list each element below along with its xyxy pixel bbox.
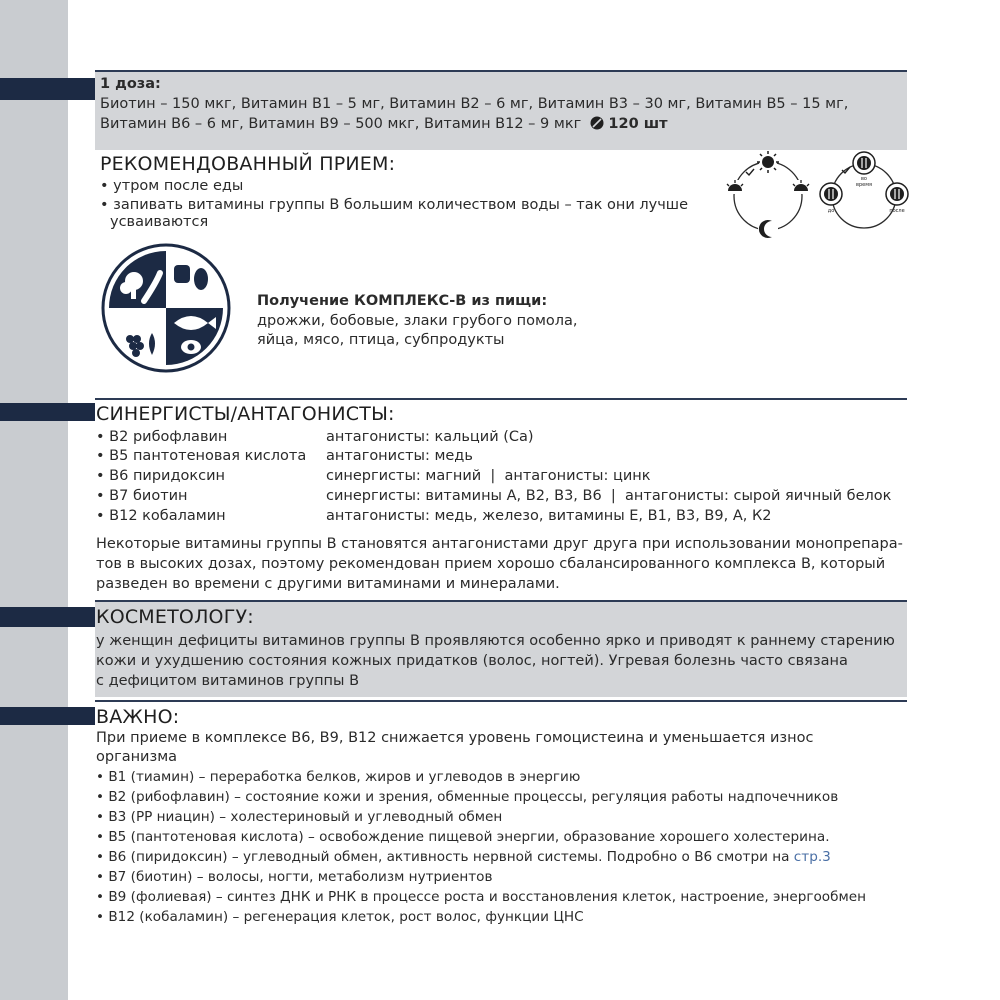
dose-line-2: [100, 115, 668, 136]
syn-note-line-2: тов в высоких дозах, поэтому рекомендован прием хорошо сбалансированного комплекса В, который: [96, 556, 886, 572]
left-margin-strip: [0, 0, 68, 1000]
food-line-1: дрожжи, бобовые, злаки грубого помола,: [257, 313, 578, 329]
recommended-heading: РЕКОМЕНДОВАННЫЙ ПРИЕМ:: [100, 153, 396, 175]
important-top-rule: [95, 700, 907, 702]
important-item-4: • В5 (пантотеновая кислота) – освобождение пищевой энергии, образование хорошего холестерина.: [96, 829, 830, 845]
meal-after-label: после: [889, 208, 905, 214]
cosmetologist-line-2: кожи и ухудшению состояния кожных придатков (волос, ногтей). Угревая болезнь часто связана: [96, 653, 848, 669]
syn-row-4-name-text: В7 биотин: [109, 488, 188, 504]
synergists-top-rule: [95, 398, 907, 400]
recommended-bullet-1: • утром после еды: [100, 178, 244, 194]
synergists-heading: СИНЕРГИСТЫ/АНТАГОНИСТЫ:: [96, 403, 395, 425]
important-item-8: • В12 (кобаламин) – регенерация клеток, рост волос, функции ЦНС: [96, 909, 584, 925]
important-intro-line-1: При приеме в комплексе В6, В9, В12 снижается уровень гомоцистеина и уменьшается износ: [96, 730, 814, 746]
syn-row-4-info: синергисты: витамины А, В2, В3, В6 | антагонисты: сырой яичный белок: [326, 488, 892, 504]
meal-before-label: до: [827, 208, 835, 214]
cosmetologist-line-3: с дефицитом витаминов группы В: [96, 673, 360, 689]
important-heading: ВАЖНО:: [96, 706, 180, 728]
syn-row-3-name-text: В6 пиридоксин: [109, 468, 226, 484]
dose-navy-marker: [0, 78, 95, 100]
dose-line-2-text: Витамин В6 – 6 мг, Витамин В9 – 500 мкг, Витамин В12 – 9 мкг: [100, 116, 582, 132]
cosmetologist-navy-marker: [0, 607, 95, 627]
syn-row-1-info: антагонисты: кальций (Са): [326, 429, 534, 445]
important-item-3-text: В3 (РР ниацин) – холестериновый и углеводный обмен: [108, 809, 503, 825]
syn-row-5-name: • В12 кобаламин: [96, 508, 226, 524]
important-item-2: • В2 (рибофлавин) – состояние кожи и зрения, обменные процессы, регуляция работы надпочечников: [96, 789, 839, 805]
important-item-2-text: В2 (рибофлавин) – состояние кожи и зрения, обменные процессы, регуляция работы надпочечников: [108, 789, 839, 805]
important-intro-line-2: организма: [96, 749, 178, 765]
meal-during-label-1: во: [860, 176, 868, 182]
important-item-7-text: В9 (фолиевая) – синтез ДНК и РНК в процессе роста и восстановления клеток, настроение, энергообмен: [108, 889, 866, 905]
recommended-bullet-1-text: утром после еды: [113, 178, 244, 194]
cosmetologist-top-rule: [95, 600, 907, 602]
meal-during-label-2: время: [856, 182, 872, 188]
food-line-2: яйца, мясо, птица, субпродукты: [257, 332, 505, 348]
important-item-4-text: В5 (пантотеновая кислота) – освобождение пищевой энергии, образование хорошего холестерина.: [108, 829, 830, 845]
syn-row-1-name: • В2 рибофлавин: [96, 429, 228, 445]
recommended-bullet-2-cont: усваиваются: [110, 214, 209, 230]
important-item-3: • В3 (РР ниацин) – холестериновый и углеводный обмен: [96, 809, 503, 825]
food-groups-icon: [96, 243, 236, 377]
syn-row-1-name-text: В2 рибофлавин: [109, 429, 228, 445]
cosmetologist-line-1: у женщин дефициты витаминов группы В проявляются особенно ярко и приводят к раннему старению: [96, 633, 895, 649]
capsule-icon: [590, 116, 604, 136]
syn-row-3-name: • В6 пиридоксин: [96, 468, 226, 484]
recommended-bullet-2-text: запивать витамины группы В большим количеством воды – так они лучше: [113, 197, 688, 213]
syn-row-5-name-text: В12 кобаламин: [109, 508, 226, 524]
syn-row-3-info: синергисты: магний | антагонисты: цинк: [326, 468, 651, 484]
syn-row-4-name: • В7 биотин: [96, 488, 188, 504]
important-item-1-text: В1 (тиамин) – переработка белков, жиров и углеводов в энергию: [108, 769, 581, 785]
syn-row-2-name-text: В5 пантотеновая кислота: [109, 448, 307, 464]
important-navy-marker: [0, 707, 95, 725]
important-item-5-text: В6 (пиридоксин) – углеводный обмен, активность нервной системы. Подробно о В6 смотри на: [108, 849, 790, 865]
important-item-5: • В6 (пиридоксин) – углеводный обмен, активность нервной системы. Подробно о В6 смотри на стр.3: [96, 849, 831, 865]
synergists-navy-marker: [0, 403, 95, 421]
dose-title: 1 доза:: [100, 76, 161, 92]
food-title: Получение КОМПЛЕКС-В из пищи:: [257, 293, 548, 309]
important-item-1: • В1 (тиамин) – переработка белков, жиров и углеводов в энергию: [96, 769, 581, 785]
syn-row-5-info: антагонисты: медь, железо, витамины Е, В1, В3, В9, А, К2: [326, 508, 772, 524]
syn-row-2-info: антагонисты: медь: [326, 448, 473, 464]
important-item-6-text: В7 (биотин) – волосы, ногти, метаболизм нутриентов: [108, 869, 493, 885]
syn-note-line-1: Некоторые витамины группы В становятся антагонистами друг друга при использовании монопрепара-: [96, 536, 903, 552]
important-item-6: • В7 (биотин) – волосы, ногти, метаболизм нутриентов: [96, 869, 493, 885]
syn-note-line-3: разведен во времени с другими витаминами и минералами.: [96, 576, 560, 592]
dose-line-1: Биотин – 150 мкг, Витамин В1 – 5 мг, Витамин В2 – 6 мг, Витамин В3 – 30 мг, Витамин В5 – 15 мг,: [100, 96, 849, 112]
recommended-bullet-2: • запивать витамины группы В большим количеством воды – так они лучше: [100, 197, 688, 213]
b6-page-link[interactable]: стр.3: [793, 849, 831, 865]
meal-timing-icon: [818, 148, 910, 244]
day-cycle-icon: [722, 148, 814, 244]
dose-count: 120 шт: [608, 116, 668, 132]
important-item-7: • В9 (фолиевая) – синтез ДНК и РНК в процессе роста и восстановления клеток, настроение, энергообмен: [96, 889, 866, 905]
syn-row-2-name: • В5 пантотеновая кислота: [96, 448, 307, 464]
important-item-8-text: В12 (кобаламин) – регенерация клеток, рост волос, функции ЦНС: [108, 909, 584, 925]
dose-top-rule: [95, 70, 907, 72]
cosmetologist-heading: КОСМЕТОЛОГУ:: [96, 606, 254, 628]
